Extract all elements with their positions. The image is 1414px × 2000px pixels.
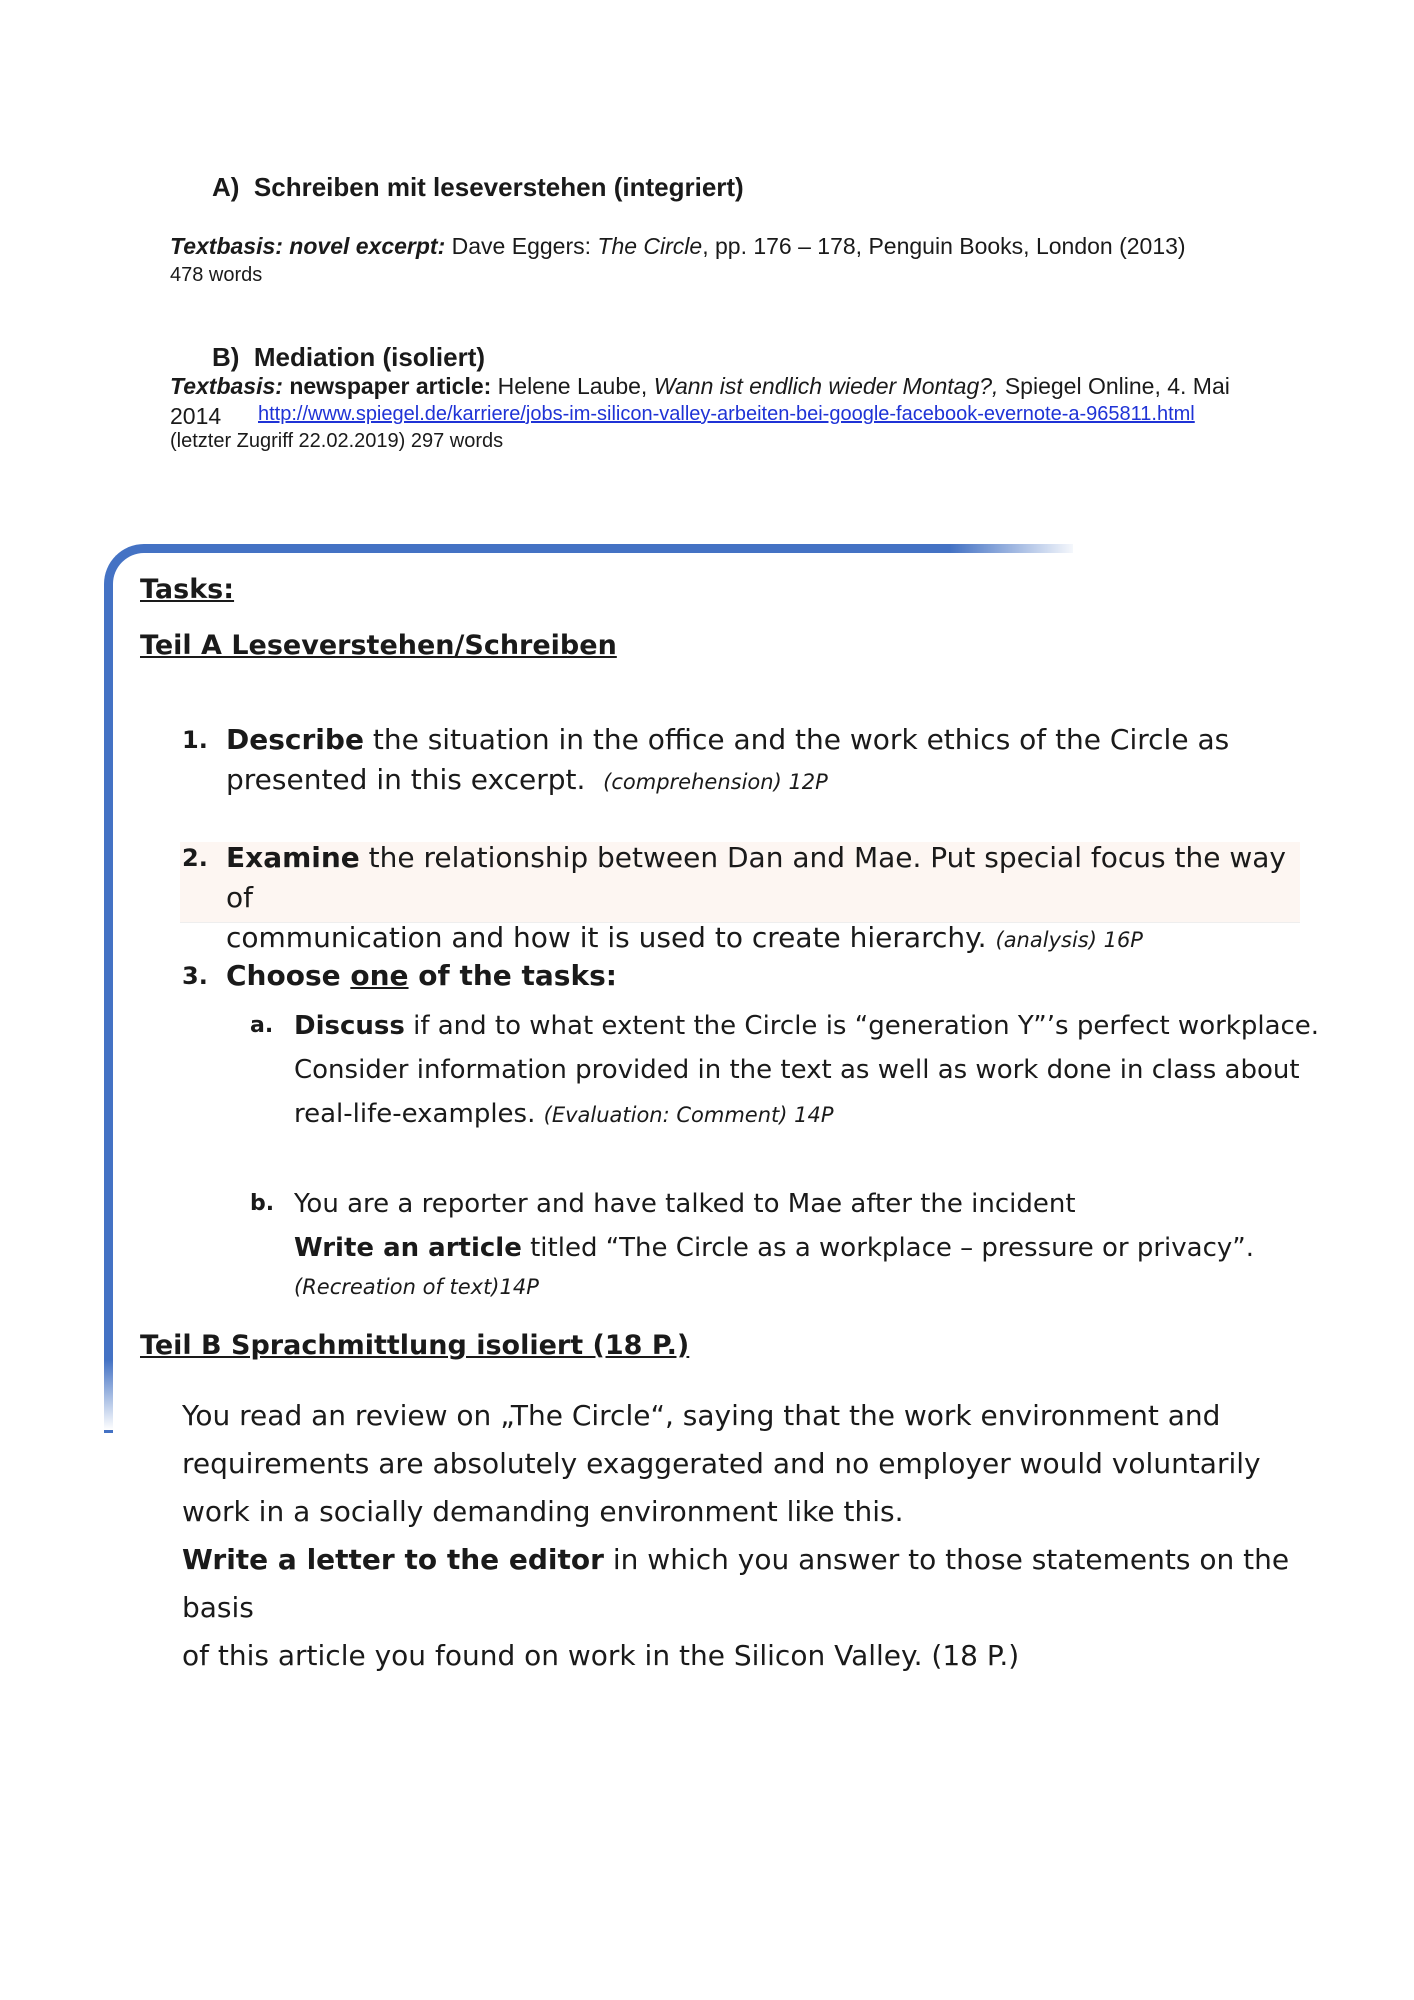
task-text: Choose: [226, 959, 351, 992]
subtask-b: [250, 1182, 1324, 1304]
section-b-title: Mediation (isoliert): [253, 342, 486, 372]
task-text: titled “The Circle as a workplace – pressure or privacy”.: [521, 1233, 1254, 1263]
frame-bottom-fade: [95, 1360, 125, 1430]
task-points: (analysis) 16P: [995, 928, 1143, 952]
source-url-link[interactable]: http://www.spiegel.de/karriere/jobs-im-silicon-valley-arbeiten-bei-google-facebook-evernote-a-965811.html: [258, 403, 1195, 425]
part-b-heading: Teil B Sprachmittlung isoliert (18 P.): [140, 1330, 690, 1361]
task-points: (Recreation of text)14P: [294, 1275, 539, 1299]
task-1: [182, 720, 1316, 802]
tasks-heading: Tasks:: [140, 574, 235, 605]
subtask-letter: a.: [250, 1013, 274, 1038]
body-line: You read an review on „The Circle“, saying that the work environment and: [182, 1399, 1221, 1432]
section-a-title: Schreiben mit leseverstehen (integriert): [253, 172, 744, 202]
task-number: 3.: [182, 962, 208, 990]
task-text: if and to what extent the Circle is “generation Y”’s perfect workplace.: [404, 1011, 1320, 1041]
task-emphasis: one: [350, 959, 409, 992]
source-details: Spiegel Online, 4. Mai: [1004, 373, 1230, 399]
part-a-heading: Teil A Leseverstehen/Schreiben: [140, 630, 617, 661]
section-a-heading: [212, 172, 744, 203]
task-verb: Discuss: [294, 1011, 405, 1041]
body-line: work in a socially demanding environment like this.: [182, 1495, 904, 1528]
section-b-heading: [212, 342, 485, 373]
task-text: real-life-examples.: [294, 1099, 536, 1129]
access-note: (letzter Zugriff 22.02.2019) 297 words: [170, 430, 504, 452]
subtask-letter: b.: [250, 1191, 275, 1216]
task-3: [182, 956, 1316, 996]
subtask-a: [250, 1004, 1324, 1137]
task-text: presented in this excerpt.: [226, 763, 586, 796]
task-text: of the tasks:: [408, 959, 617, 992]
task-number: 2.: [182, 844, 208, 872]
task-points: (comprehension) 12P: [603, 770, 828, 794]
source-author: Helene Laube,: [497, 373, 648, 399]
task-2: [182, 838, 1316, 960]
task-text: Consider information provided in the text as well as work done in class about: [294, 1055, 1300, 1085]
task-text: the relationship between Dan and Mae. Put special focus the way of: [226, 841, 1286, 914]
body-line: in which you answer to those statements on the basis: [182, 1543, 1290, 1624]
body-line: requirements are absolutely exaggerated and no employer would voluntarily: [182, 1447, 1261, 1480]
source-year: 2014: [170, 403, 222, 429]
task-verb: Examine: [226, 841, 360, 874]
task-verb: Write a letter to the editor: [182, 1543, 604, 1576]
section-a-label: A): [212, 172, 240, 202]
source-details: , pp. 176 – 178, Penguin Books, London (2013): [702, 233, 1186, 259]
part-b-text: [182, 1392, 1332, 1680]
source-title: Wann ist endlich wieder Montag?,: [653, 373, 999, 399]
body-line: of this article you found on work in the Silicon Valley. (18 P.): [182, 1639, 1020, 1672]
task-verb: Write an article: [294, 1233, 522, 1263]
textbasis-label: Textbasis: novel excerpt:: [170, 233, 446, 259]
source-author: Dave Eggers:: [451, 233, 591, 259]
task-text: the situation in the office and the work ethics of the Circle as: [363, 723, 1230, 756]
task-text: You are a reporter and have talked to Mae after the incident: [294, 1189, 1076, 1219]
source-type: newspaper article:: [289, 373, 492, 399]
section-b-label: B): [212, 342, 240, 372]
task-text: communication and how it is used to create hierarchy.: [226, 921, 987, 954]
section-a-textbasis: [170, 232, 1310, 260]
section-b-textbasis: [170, 372, 1310, 400]
task-number: 1.: [182, 726, 208, 754]
frame-fade: [950, 540, 1080, 558]
task-points: (Evaluation: Comment) 14P: [543, 1103, 834, 1127]
source-title: The Circle: [597, 233, 703, 259]
word-count: 478 words: [170, 264, 263, 286]
textbasis-label: Textbasis:: [170, 373, 283, 399]
task-verb: Describe: [226, 723, 364, 756]
